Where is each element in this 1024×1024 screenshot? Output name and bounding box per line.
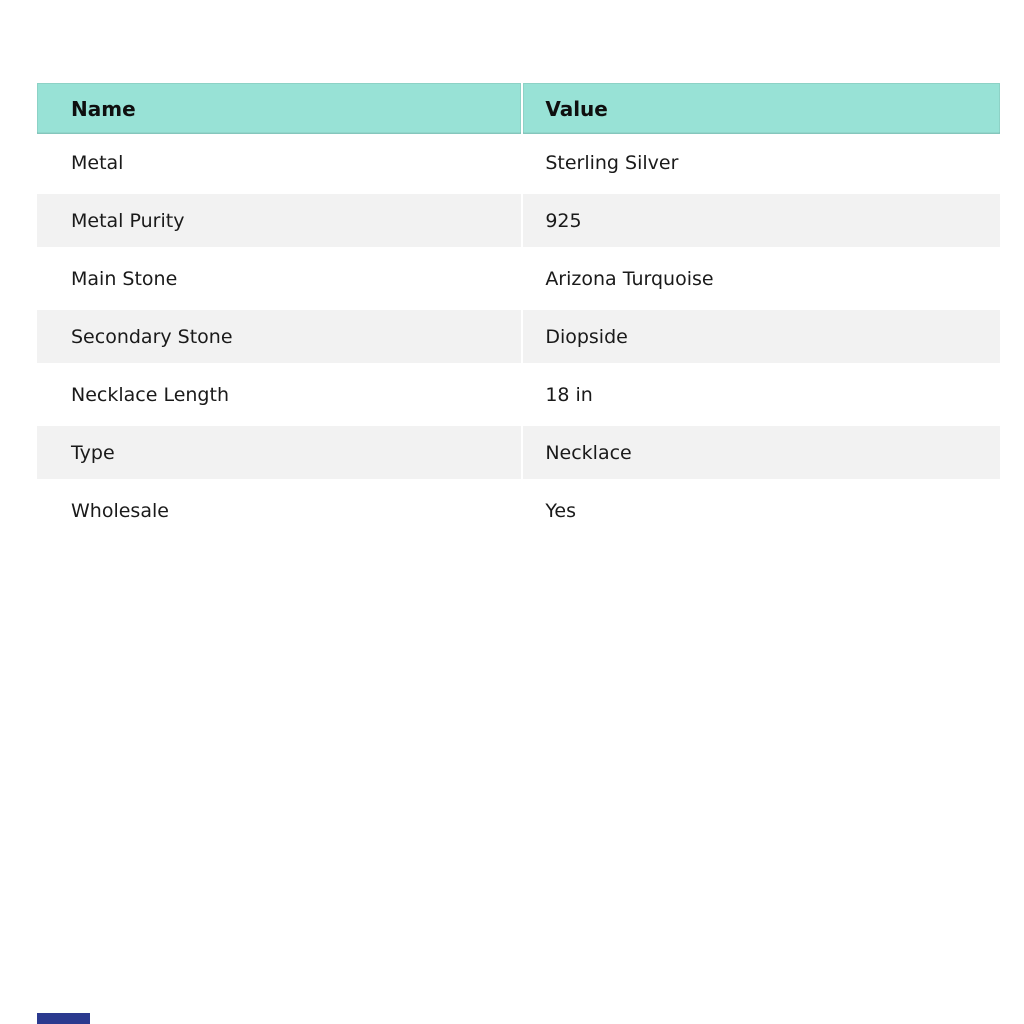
row-value-cell: Diopside <box>523 308 1000 366</box>
table-body <box>37 134 1000 540</box>
attributes-table <box>37 83 1000 540</box>
table-row <box>37 308 1000 366</box>
row-value-cell: 925 <box>523 192 1000 250</box>
table-row <box>37 192 1000 250</box>
header-row <box>37 83 1000 134</box>
table-header <box>37 83 1000 134</box>
row-name-cell: Secondary Stone <box>37 308 523 366</box>
row-name-cell: Type <box>37 424 523 482</box>
row-value-cell: Sterling Silver <box>523 134 1000 192</box>
row-value-cell: 18 in <box>523 366 1000 424</box>
row-name-cell: Main Stone <box>37 250 523 308</box>
row-value-cell: Yes <box>523 482 1000 540</box>
clipped-bottom-element <box>37 1013 90 1024</box>
name-value-table <box>37 83 1000 540</box>
row-name-cell: Wholesale <box>37 482 523 540</box>
table-row <box>37 134 1000 192</box>
table-row <box>37 250 1000 308</box>
row-name-cell: Metal <box>37 134 523 192</box>
row-name-cell: Metal Purity <box>37 192 523 250</box>
row-value-cell: Necklace <box>523 424 1000 482</box>
row-name-cell: Necklace Length <box>37 366 523 424</box>
header-cell-value: Value <box>523 83 1000 134</box>
row-value-cell: Arizona Turquoise <box>523 250 1000 308</box>
table-row <box>37 424 1000 482</box>
table-row <box>37 366 1000 424</box>
table-row <box>37 482 1000 540</box>
header-cell-name: Name <box>37 83 523 134</box>
